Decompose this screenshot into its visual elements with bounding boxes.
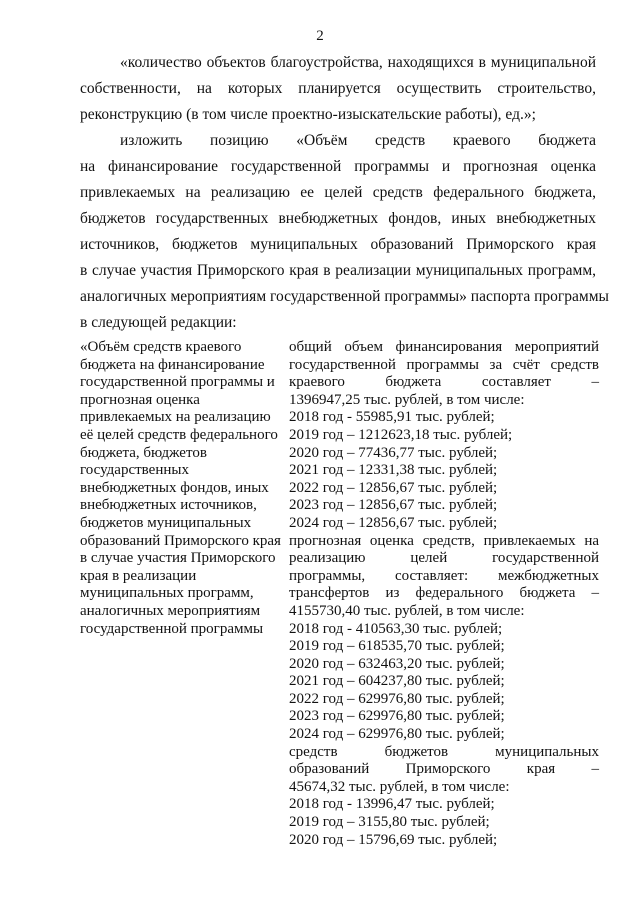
text-line: изложить позицию «Объём средств краевого бюджета (120, 132, 596, 149)
text-line: 2020 год – 15796,69 тыс. рублей; (289, 831, 498, 848)
text-line: внебюджетных фондов, иных (80, 479, 269, 496)
text-line: государственных (80, 462, 189, 479)
text-line: 2018 год - 13996,47 тыс. рублей; (289, 796, 495, 813)
paragraph-indicator-name (80, 50, 596, 128)
text-line: 4155730,40 тыс. рублей, в том числе: (289, 602, 525, 619)
passport-row-value (289, 339, 599, 849)
text-line: прогнозная оценка средств, привлекаемых на (289, 532, 599, 549)
text-line: в следующей редакции: (80, 314, 237, 331)
text-line: источников, бюджетов муниципальных образований Приморского края (80, 236, 596, 253)
text-line: «Объём средств краевого (80, 339, 242, 355)
text-line: государственной программы за счёт средств (289, 356, 599, 373)
text-line: привлекаемых на реализацию (80, 409, 271, 426)
text-line: «количество объектов благоустройства, находящихся в муниципальной (120, 54, 596, 71)
text-line: государственной программы (80, 620, 264, 637)
text-line: внебюджетных источников, (80, 497, 257, 514)
text-line: 45674,32 тыс. рублей, в том числе: (289, 778, 510, 795)
text-line: реализацию целей государственной (289, 550, 599, 567)
text-line: привлекаемых на реализацию ее целей средств федерального бюджета, (80, 184, 596, 201)
text-line: трансфертов из федерального бюджета – (289, 585, 599, 602)
text-line: общий объем финансирования мероприятий (289, 339, 599, 355)
text-line: собственности, на которых планируется осуществить строительство, (80, 80, 596, 97)
text-line: 2024 год – 629976,80 тыс. рублей; (289, 726, 505, 743)
text-line: бюджета, бюджетов (80, 444, 207, 461)
text-line: 2023 год – 629976,80 тыс. рублей; (289, 708, 505, 725)
text-line: 2019 год – 618535,70 тыс. рублей; (289, 638, 505, 655)
text-line: бюджетов муниципальных (80, 514, 252, 531)
text-line: 2022 год – 12856,67 тыс. рублей; (289, 479, 498, 496)
paragraph-instruction (80, 128, 609, 336)
text-line: 2023 год – 12856,67 тыс. рублей; (289, 497, 498, 514)
text-line: 2019 год – 3155,80 тыс. рублей; (289, 814, 490, 831)
passport-row-label (80, 339, 280, 638)
text-line: государственной программы и (80, 374, 275, 391)
text-line: прогнозная оценка (80, 391, 200, 408)
text-line: края в реализации (80, 567, 197, 584)
text-line: в случае участия Приморского (80, 550, 276, 567)
text-line: реконструкцию (в том числе проектно-изыскательские работы), ед.»; (80, 106, 536, 123)
text-line: средств бюджетов муниципальных (289, 743, 599, 760)
text-line: краевого бюджета составляет – (289, 374, 599, 391)
text-line: 2019 год – 1212623,18 тыс. рублей; (289, 426, 513, 443)
text-line: бюджета на финансирование (80, 356, 265, 373)
text-line: 2021 год – 12331,38 тыс. рублей; (289, 462, 498, 479)
text-line: бюджетов государственных внебюджетных фондов, иных внебюджетных (80, 210, 596, 227)
text-line: 2018 год - 410563,30 тыс. рублей; (289, 620, 503, 637)
text-line: на финансирование государственной программы и прогнозная оценка (80, 158, 596, 175)
text-line: образований Приморского края – (289, 761, 599, 778)
text-line: образований Приморского края (80, 532, 281, 549)
text-line: программы, составляет: межбюджетных (289, 567, 599, 584)
text-line: 2024 год – 12856,67 тыс. рублей; (289, 514, 498, 531)
text-line: 2020 год – 632463,20 тыс. рублей; (289, 655, 505, 672)
text-line: муниципальных программ, (80, 585, 254, 602)
text-line: 1396947,25 тыс. рублей, в том числе: (289, 391, 525, 408)
text-line: её целей средств федерального (80, 426, 278, 443)
page-number: 2 (316, 28, 324, 44)
text-line: 2020 год – 77436,77 тыс. рублей; (289, 444, 498, 461)
text-line: аналогичных мероприятиям государственной программы» паспорта программы (80, 288, 609, 305)
text-line: 2022 год – 629976,80 тыс. рублей; (289, 690, 505, 707)
text-line: 2021 год – 604237,80 тыс. рублей; (289, 673, 505, 690)
text-line: 2018 год - 55985,91 тыс. рублей; (289, 409, 495, 426)
text-line: в случае участия Приморского края в реализации муниципальных программ, (80, 262, 596, 279)
text-line: аналогичных мероприятиям (80, 602, 261, 619)
